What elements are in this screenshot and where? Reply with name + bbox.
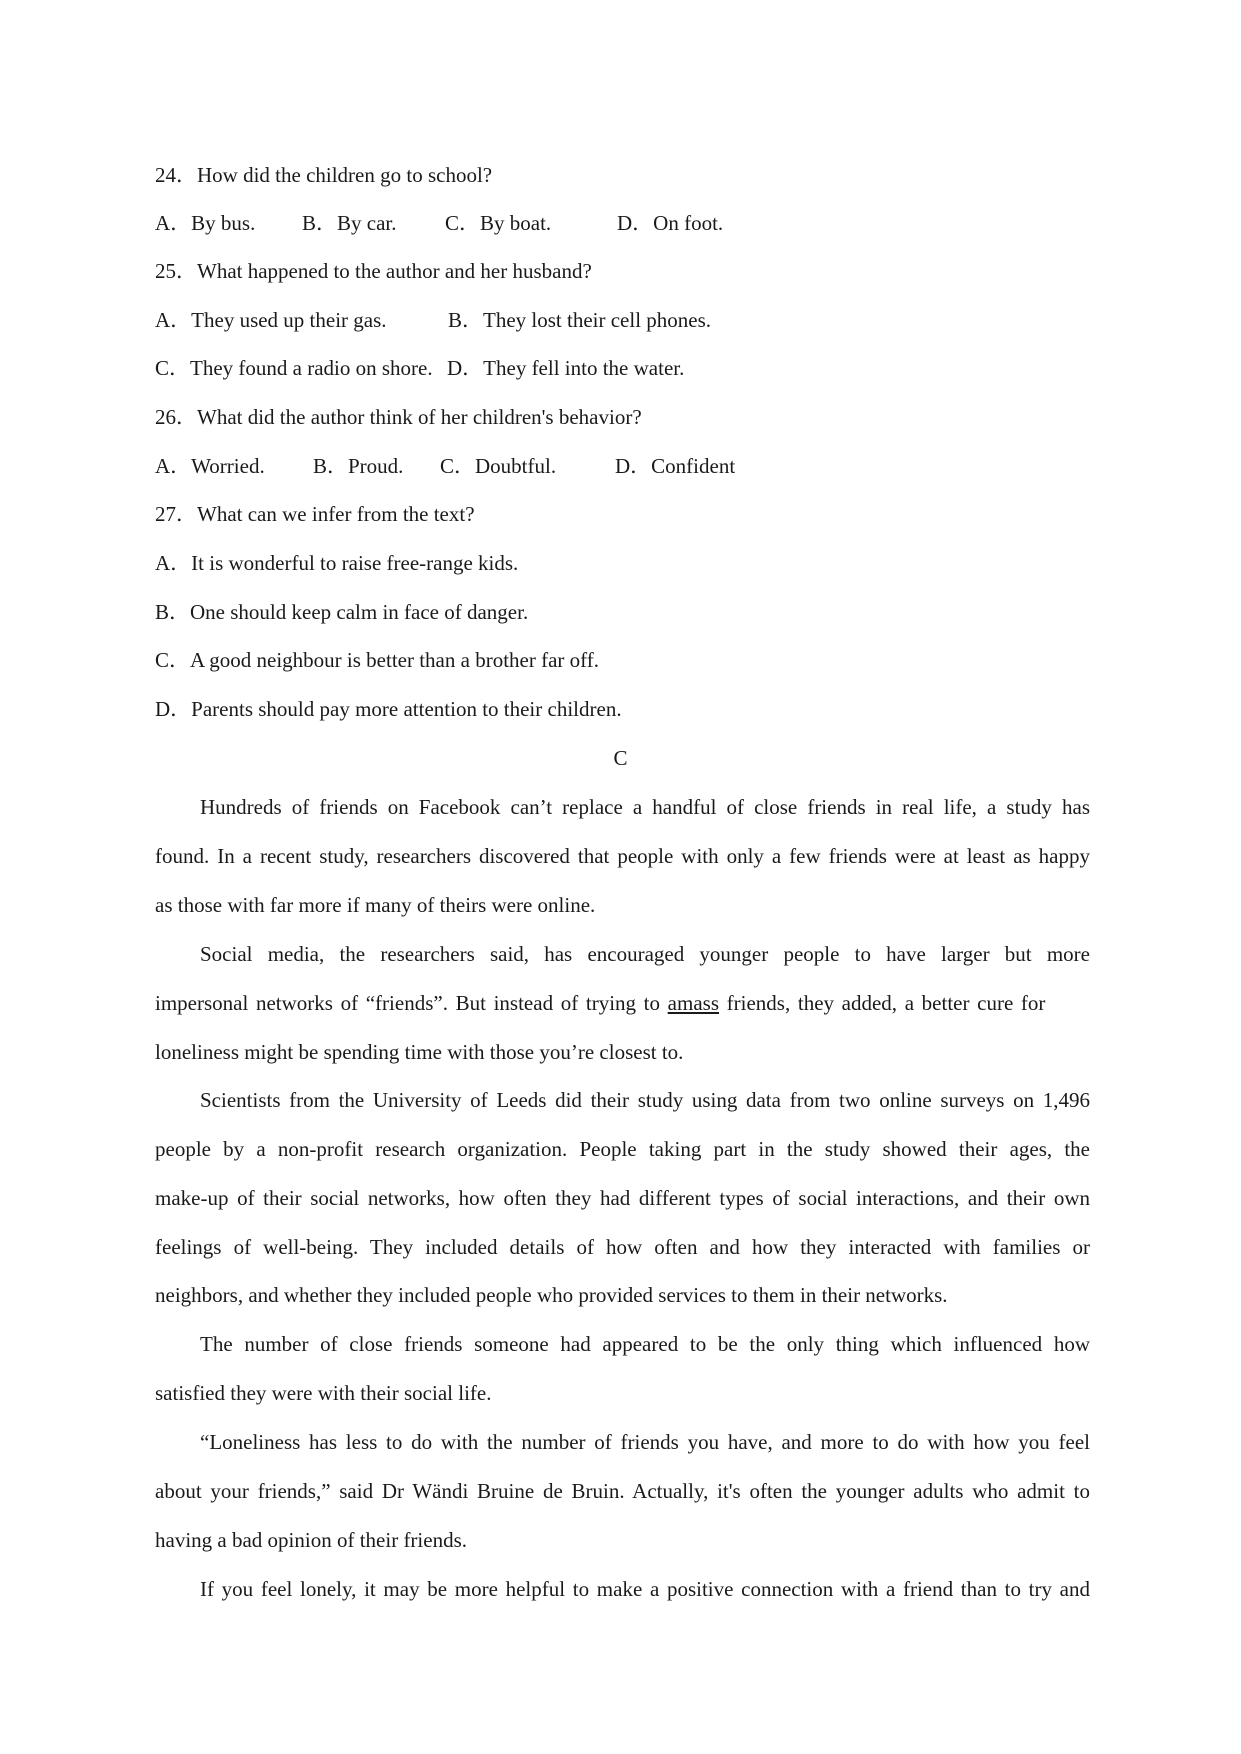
question-24-option-d: D．On foot. <box>617 211 724 235</box>
passage-p1-line3: as those with far more if many of theirs were online. <box>155 893 596 917</box>
question-26-option-b: B．Proud. <box>313 454 404 478</box>
question-25-option-a: A．They used up their gas. <box>155 308 387 332</box>
question-26-option-c: C．Doubtful. <box>440 454 557 478</box>
passage-p5-line1: “Loneliness has less to do with the number of friends you have, and more to do with how you feel <box>200 1430 1090 1454</box>
passage-p3-line3: make-up of their social networks, how often they had different types of social interactions, and their own <box>155 1186 1090 1210</box>
question-24-stem: 24．How did the children go to school? <box>155 163 493 187</box>
question-26-option-a: A．Worried. <box>155 454 265 478</box>
question-25-option-b: B．They lost their cell phones. <box>448 308 712 332</box>
passage-p2-line1: Social media, the researchers said, has encouraged younger people to have larger but more <box>200 942 1090 966</box>
passage-p5-line2: about your friends,” said Dr Wändi Bruine de Bruin. Actually, it's often the younger adults who admit to <box>155 1479 1090 1503</box>
question-25-stem: 25．What happened to the author and her husband? <box>155 259 592 283</box>
question-24-option-c: C．By boat. <box>445 211 552 235</box>
passage-p3-line5: neighbors, and whether they included people who provided services to them in their networks. <box>155 1283 948 1307</box>
passage-p4-line2: satisfied they were with their social life. <box>155 1381 492 1405</box>
passage-p2-line3: loneliness might be spending time with those you’re closest to. <box>155 1040 684 1064</box>
question-25-option-d: D．They fell into the water. <box>447 356 685 380</box>
passage-p6-line1: If you feel lonely, it may be more helpful to make a positive connection with a friend than to try and <box>200 1577 1090 1601</box>
question-24-option-b: B．By car. <box>302 211 397 235</box>
question-27-stem: 27．What can we infer from the text? <box>155 502 475 526</box>
underlined-word-amass: amass <box>667 991 719 1015</box>
question-24-option-a: A．By bus. <box>155 211 256 235</box>
passage-p5-line3: having a bad opinion of their friends. <box>155 1528 468 1552</box>
passage-p1-line1: Hundreds of friends on Facebook can’t replace a handful of close friends in real life, a study has <box>200 795 1090 819</box>
passage-p2-line2 <box>155 990 1090 1016</box>
question-26-stem: 26．What did the author think of her children's behavior? <box>155 405 642 429</box>
section-label: C <box>613 746 628 770</box>
question-27-option-c: C．A good neighbour is better than a brother far off. <box>155 648 600 672</box>
passage-p3-line4: feelings of well-being. They included details of how often and how they interacted with families or <box>155 1235 1090 1259</box>
passage-p1-line2: found. In a recent study, researchers discovered that people with only a few friends were at least as happy <box>155 844 1090 868</box>
passage-p2-line2-start: impersonal networks of “friends”. But instead of trying to <box>155 991 668 1015</box>
passage-p3-line2: people by a non-profit research organization. People taking part in the study showed their ages, the <box>155 1137 1090 1161</box>
passage-p2-line2-end: friends, they added, a better cure for <box>719 991 1046 1015</box>
passage-p3-line1: Scientists from the University of Leeds did their study using data from two online surveys on 1,496 <box>200 1088 1090 1112</box>
question-26-option-d: D．Confident <box>615 454 736 478</box>
question-27-option-d: D．Parents should pay more attention to their children. <box>155 697 622 721</box>
question-27-option-b: B．One should keep calm in face of danger. <box>155 600 529 624</box>
question-25-option-c: C．They found a radio on shore. <box>155 356 433 380</box>
passage-p4-line1: The number of close friends someone had appeared to be the only thing which influenced how <box>200 1332 1090 1356</box>
question-27-option-a: A．It is wonderful to raise free-range kids. <box>155 551 519 575</box>
